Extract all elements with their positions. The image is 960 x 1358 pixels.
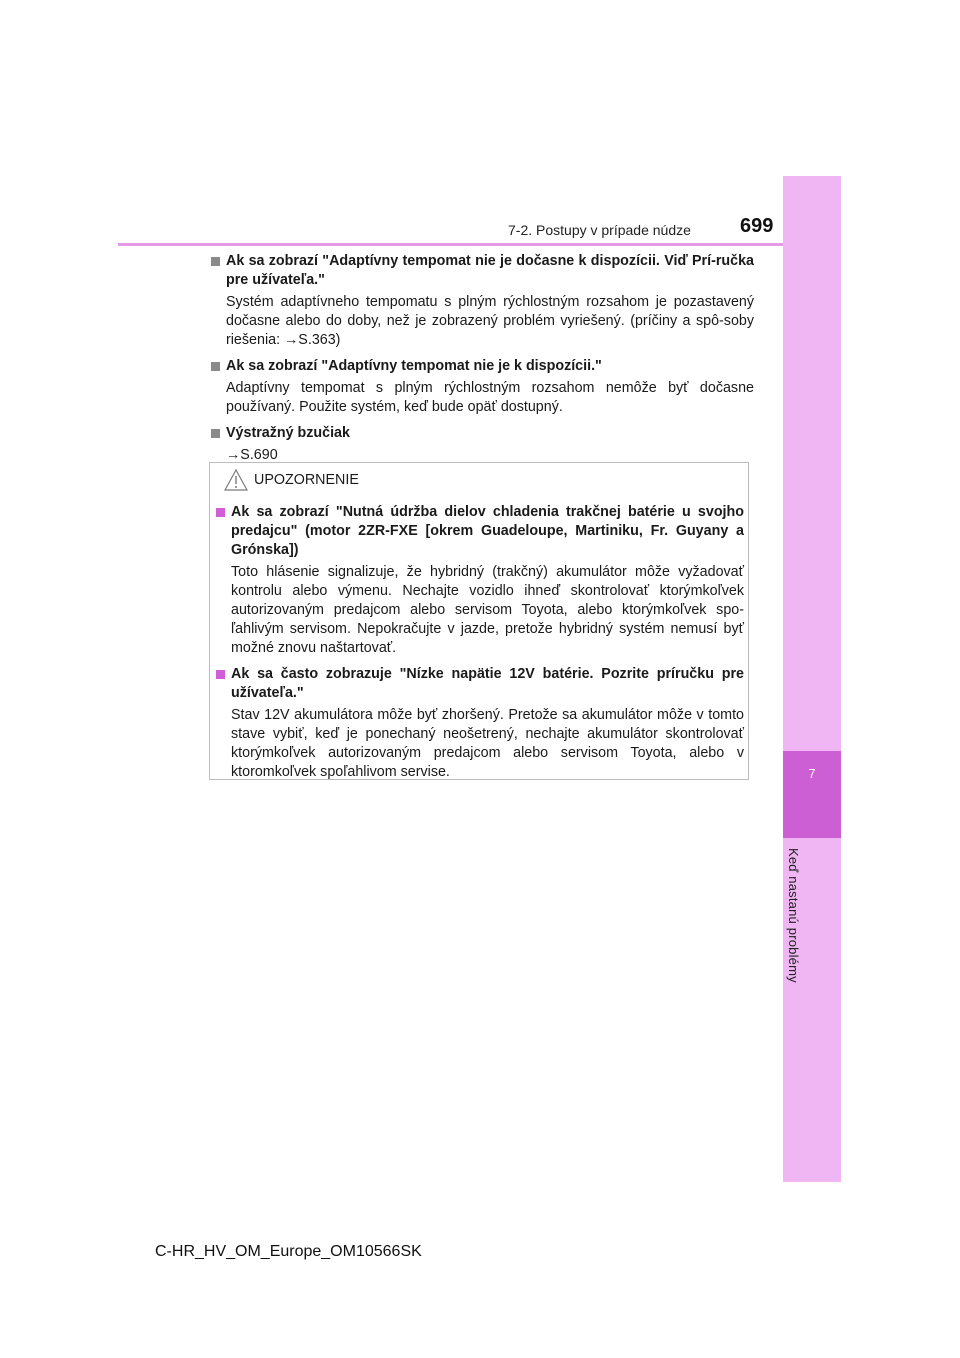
square-bullet-icon [216,670,225,679]
square-bullet-icon [211,257,220,266]
chapter-number-block [783,751,841,838]
section-title: 7-2. Postupy v prípade núdze [508,222,691,238]
item-title: Výstražný bzučiak [211,424,754,443]
main-content [211,252,754,472]
square-bullet-icon [211,362,220,371]
warning-item [216,665,744,782]
item-title: Ak sa zobrazí "Adaptívny tempomat nie je k dispozícii." [211,357,754,376]
item-body: Adaptívny tempomat s plným rýchlostným rozsahom nemôže byť dočasne používaný. Použite systém, keď bude opäť dostupný. [226,380,754,415]
warning-item-body: Stav 12V akumulátora môže byť zhoršený. Pretože sa akumulátor môže v tomto stave vybiť, keď je ponechaný neošetrený, nechajte akumulátor skontrolovať ktorýmkoľvek autorizovaným predajcom alebo servisom Toyota, alebo v ktoromkoľvek spoľahlivom servise. [231,707,744,780]
chapter-title: Keď nastanú problémy [786,848,801,983]
warning-item [216,503,744,658]
warning-header [224,468,359,492]
item-title: Ak sa zobrazí "Adaptívny tempomat nie je dočasne k dispozícii. Viď Prí-ručka pre užívateľa." [211,252,754,290]
chapter-number: 7 [808,766,816,781]
item-body: Systém adaptívneho tempomatu s plným rýchlostným rozsahom je pozastavený dočasne alebo do doby, než je zobrazený problém vyriešený. (príčiny a spô-soby riešenia: →S.363) [226,294,754,348]
list-item [211,357,754,417]
warning-triangle-icon [224,469,248,491]
header-rule [118,243,783,246]
page-number: 699 [740,215,774,237]
warning-item-title: Ak sa zobrazí "Nutná údržba dielov chladenia trakčnej batérie u svojho predajcu" (motor 2ZR-FXE [okrem Guadeloupe, Martiniku, Fr. Guyany a Grónska]) [216,503,744,560]
square-bullet-icon [211,429,220,438]
warning-box [209,462,749,780]
chapter-side-tab [783,176,841,1182]
warning-item-title: Ak sa často zobrazuje "Nízke napätie 12V batérie. Pozrite príručku pre užívateľa." [216,665,744,703]
document-id-footer: C-HR_HV_OM_Europe_OM10566SK [155,1243,422,1260]
square-bullet-icon [216,508,225,517]
warning-label: UPOZORNENIE [254,472,359,488]
warning-content [216,503,744,789]
page-reference-link[interactable]: →S.690 [226,447,278,463]
list-item [211,252,754,350]
list-item [211,424,754,465]
warning-item-body: Toto hlásenie signalizuje, že hybridný (trakčný) akumulátor môže vyžadovať kontrolu alebo výmenu. Nechajte vozidlo ihneď skontrolovať ktorýmkoľvek autorizovaným predajcom alebo servisom Toyota, alebo ktorýmkoľvek spo-ľahlivým servisom. Nepokračujte v jazde, pretože hybridný systém nemusí byť možné znovu naštartovať. [231,564,744,656]
